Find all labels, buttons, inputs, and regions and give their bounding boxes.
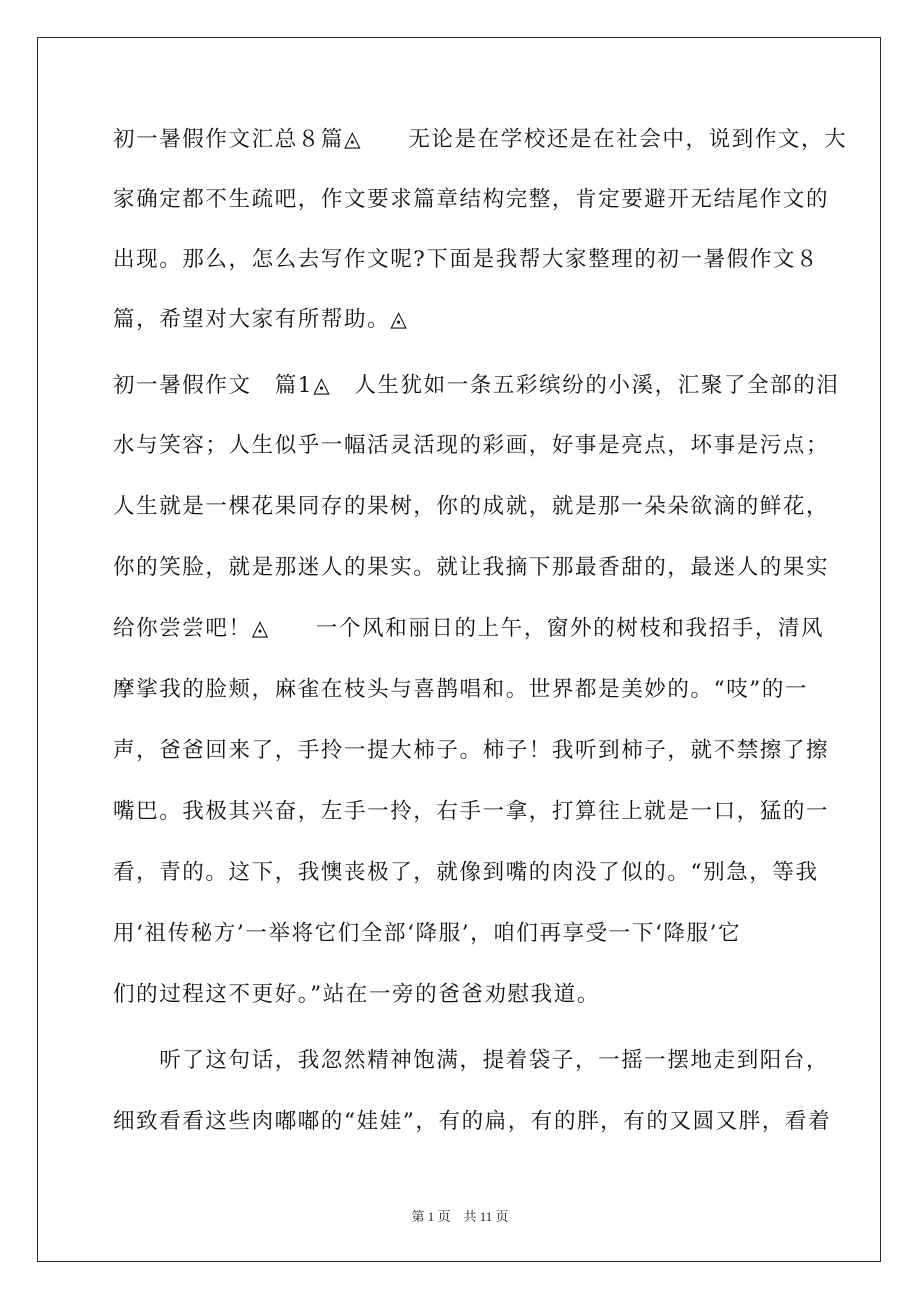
text-line: 初一暑假作文汇总８篇◬ 无论是在学校还是在社会中，说到作文，大 xyxy=(113,127,848,152)
text-line: 给你尝尝吧！◬ 一个风和丽日的上午，窗外的树枝和我招手，清风 xyxy=(113,616,825,641)
text-line: 篇，希望对大家有所帮助。◬ xyxy=(113,307,409,332)
section-heading-line: 初一暑假作文 篇1◬ 人生犹如一条五彩缤纷的小溪，汇聚了全部的泪 xyxy=(113,373,840,398)
text-line: 们的过程这不更好。”站在一旁的爸爸劝慰我道。 xyxy=(113,982,600,1007)
text-line: 嘴巴。我极其兴奋，左手一拎，右手一拿，打算往上就是一口，猛的一 xyxy=(113,799,830,824)
text-line: 水与笑容；人生似乎一幅活灵活现的彩画，好事是亮点，坏事是污点； xyxy=(113,433,830,458)
text-line: 用‘祖传秘方’一举将它们全部‘降服’，咱们再享受一下‘降服’它 xyxy=(113,921,742,946)
text-line: 出现。那么，怎么去写作文呢?下面是我帮大家整理的初一暑假作文８ xyxy=(113,247,820,272)
text-line: 声，爸爸回来了，手拎一提大柿子。柿子！我听到柿子，就不禁擦了擦 xyxy=(113,738,830,763)
text-line: 听了这句话，我忽然精神饱满，提着袋子，一摇一摆地走到阳台， xyxy=(113,1048,830,1073)
text-line: 家确定都不生疏吧，作文要求篇章结构完整，肯定要避开无结尾作文的 xyxy=(113,187,830,212)
text-line: 你的笑脸，就是那迷人的果实。就让我摘下那最香甜的，最迷人的果实 xyxy=(113,555,830,580)
text-line: 摩挲我的脸颊，麻雀在枝头与喜鹊唱和。世界都是美妙的。“吱”的一 xyxy=(113,677,809,702)
text-line: 细致看看这些肉嘟嘟的“娃娃”，有的扁，有的胖，有的又圆又胖，看着 xyxy=(113,1109,832,1134)
page-number-footer: 第 1 页 共 11 页 xyxy=(411,1209,509,1224)
text-line: 看，青的。这下，我懊丧极了，就像到嘴的肉没了似的。“别急，等我 xyxy=(113,860,819,885)
text-line: 人生就是一棵花果同存的果树，你的成就，就是那一朵朵欲滴的鲜花， xyxy=(113,494,830,519)
